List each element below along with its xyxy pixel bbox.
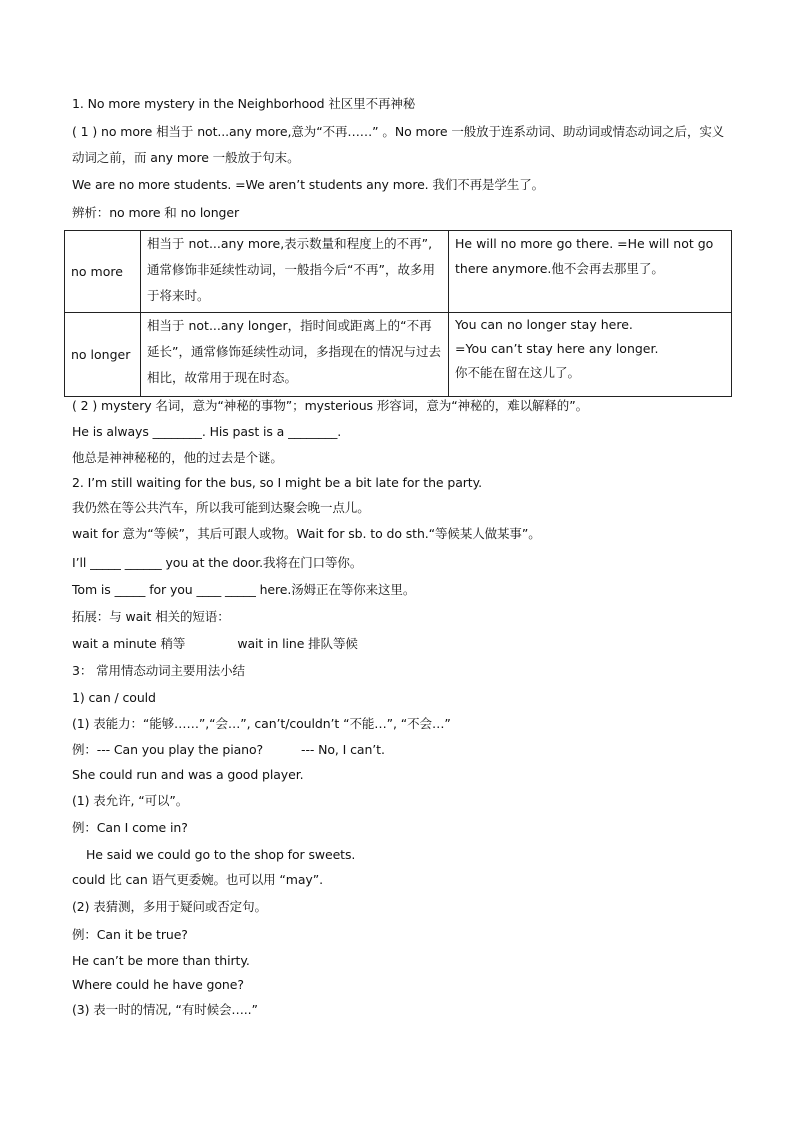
example-line: =You can’t stay here any longer. — [455, 341, 659, 356]
table-cell-explanation: 相当于 not...any more,表示数量和程度上的不再”,通常修饰非延续性动词，一般指今后“不再”，故多用于将来时。 — [141, 231, 449, 313]
usage-guess: (2) 表猜测，多用于疑问或否定句。 — [72, 899, 267, 914]
comparison-heading: 辨析：no more 和 no longer — [72, 205, 240, 220]
example-piano — [72, 742, 385, 758]
translation-mystery: 他总是神神秘秘的，他的过去是个谜。 — [72, 450, 283, 465]
usage-occasional: (3) 表一时的情况, “有时候会…..” — [72, 1002, 258, 1017]
paragraph-wait-for: wait for 意为“等候”，其后可跟人或物。Wait for sb. to do sth.“等候某人做某事”。 — [72, 526, 541, 541]
example-line: You can no longer stay here. — [455, 317, 633, 332]
table-cell-term: no more — [65, 231, 141, 313]
paragraph-no-more-meaning: ( 1 ) no more 相当于 not...any more,意为“不再……” 。No more 一般放于连系动词、助动词或情态动词之后，实义动词之前，而 any more 一般放于句末。 — [72, 124, 725, 165]
example-thirty: He can’t be more than thirty. — [72, 953, 250, 968]
comparison-table — [64, 230, 732, 397]
paragraph-mystery: ( 2 ) mystery 名词，意为“神秘的事物”；mysterious 形容词，意为“神秘的，难以解释的”。 — [72, 398, 588, 413]
phrase-wait-in-line: wait in line 排队等候 — [237, 636, 358, 651]
phrase-wait-a-minute: wait a minute 稍等 — [72, 636, 186, 651]
example-sentence-students: We are no more students. =We aren’t students any more. 我们不再是学生了。 — [72, 177, 545, 192]
example-player: She could run and was a good player. — [72, 767, 304, 782]
example-line: 你不能在留在这儿了。 — [455, 365, 581, 380]
table-row — [65, 231, 732, 313]
example-sweets: He said we could go to the shop for sweets. — [86, 847, 356, 862]
section-heading-modal-verbs: 3： 常用情态动词主要用法小结 — [72, 663, 245, 678]
table-cell-term: no longer — [65, 313, 141, 397]
exercise-mystery: He is always ________. His past is a ________. — [72, 424, 342, 439]
example-answer: --- No, I can’t. — [301, 742, 385, 757]
example-gone: Where could he have gone? — [72, 977, 244, 992]
exercise-tom: Tom is _____ for you ____ _____ here.汤姆正在等你来这里。 — [72, 582, 416, 597]
usage-ability: (1) 表能力：“能够……”,“会…”, can’t/couldn’t “不能…”, “不会…” — [72, 716, 451, 731]
table-cell-example: He will no more go there. =He will not go there anymore.他不会再去那里了。 — [449, 231, 732, 313]
exercise-door: I’ll _____ ______ you at the door.我将在门口等你。 — [72, 555, 363, 570]
section-heading-waiting: 2. I’m still waiting for the bus, so I might be a bit late for the party. — [72, 475, 482, 490]
table-cell-explanation: 相当于 not...any longer，指时间或距离上的“不再延长”，通常修饰延续性动词，多指现在的情况与过去相比，故常用于现在时态。 — [141, 313, 449, 397]
translation-waiting: 我仍然在等公共汽车，所以我可能到达聚会晚一点儿。 — [72, 500, 370, 515]
example-true: 例：Can it be true? — [72, 927, 188, 942]
example-question: 例：--- Can you play the piano? — [72, 742, 264, 757]
note-could-polite: could 比 can 语气更委婉。也可以用 “may”. — [72, 872, 323, 887]
table-cell-example — [449, 313, 732, 397]
example-come-in: 例：Can I come in? — [72, 820, 188, 835]
section-heading-no-more: 1. No more mystery in the Neighborhood 社区里不再神秘 — [72, 96, 416, 111]
usage-permission: (1) 表允许, “可以”。 — [72, 793, 189, 808]
extension-heading: 拓展：与 wait 相关的短语： — [72, 609, 230, 624]
table-row — [65, 313, 732, 397]
phrase-list — [72, 636, 358, 652]
subheading-can-could: 1) can / could — [72, 690, 156, 705]
